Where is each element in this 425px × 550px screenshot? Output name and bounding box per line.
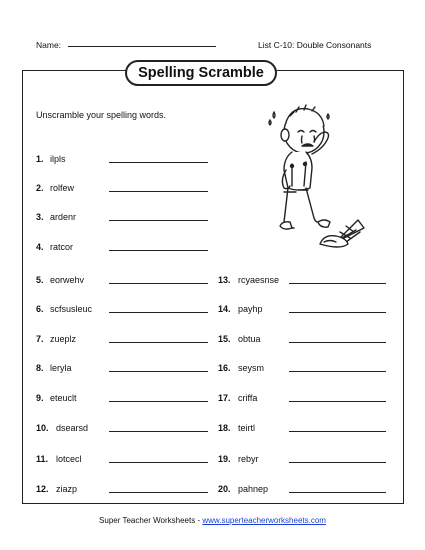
answer-line[interactable] (109, 371, 208, 372)
list-item (36, 242, 73, 252)
item-number: 19. (218, 454, 231, 464)
answer-line[interactable] (109, 401, 208, 402)
list-item (36, 154, 66, 164)
answer-line[interactable] (109, 431, 208, 432)
list-item (218, 393, 257, 403)
item-number: 13. (218, 275, 231, 285)
item-number: 12. (36, 484, 49, 494)
scrambled-word: lotcecl (56, 454, 82, 464)
item-number: 17. (218, 393, 231, 403)
item-number: 15. (218, 334, 231, 344)
item-number: 18. (218, 423, 231, 433)
answer-line[interactable] (289, 342, 386, 343)
item-number: 2. (36, 183, 44, 193)
name-field[interactable] (68, 46, 216, 47)
list-label: List C-10: Double Consonants (258, 40, 372, 50)
list-item (36, 363, 72, 373)
footer-text: Super Teacher Worksheets - (99, 516, 203, 525)
list-item (36, 454, 82, 464)
item-number: 1. (36, 154, 44, 164)
list-item (36, 393, 77, 403)
item-number: 9. (36, 393, 44, 403)
list-item (36, 183, 74, 193)
answer-line[interactable] (109, 462, 208, 463)
scrambled-word: teirtl (238, 423, 256, 433)
scrambled-word: ardenr (50, 212, 77, 222)
scrambled-word: rebyr (238, 454, 259, 464)
scrambled-word: rolfew (50, 183, 75, 193)
scrambled-word: ziazp (56, 484, 78, 494)
item-number: 14. (218, 304, 231, 314)
answer-line[interactable] (109, 162, 208, 163)
item-number: 6. (36, 304, 44, 314)
answer-line[interactable] (289, 431, 386, 432)
list-item (218, 334, 261, 344)
footer (0, 516, 425, 525)
item-number: 5. (36, 275, 44, 285)
item-number: 4. (36, 242, 44, 252)
list-item (218, 304, 263, 314)
item-number: 7. (36, 334, 44, 344)
item-number: 10. (36, 423, 49, 433)
answer-line[interactable] (109, 250, 208, 251)
answer-line[interactable] (289, 401, 386, 402)
answer-line[interactable] (109, 312, 208, 313)
scrambled-word: leryla (50, 363, 72, 373)
answer-line[interactable] (289, 462, 386, 463)
list-item (218, 423, 255, 433)
list-item (218, 454, 259, 464)
page-title: Spelling Scramble (125, 60, 277, 86)
scrambled-word: ratcor (50, 242, 74, 252)
boy-dropped-ice-cream-icon (262, 92, 370, 252)
item-number: 11. (36, 454, 49, 464)
list-item (218, 484, 268, 494)
scrambled-word: payhp (238, 304, 263, 314)
instructions: Unscramble your spelling words. (36, 110, 167, 120)
answer-line[interactable] (289, 283, 386, 284)
scrambled-word: criffa (238, 393, 258, 403)
scrambled-word: pahnep (238, 484, 269, 494)
answer-line[interactable] (109, 220, 208, 221)
list-item (36, 304, 92, 314)
item-number: 8. (36, 363, 44, 373)
scrambled-word: ilpls (50, 154, 66, 164)
item-number: 16. (218, 363, 231, 373)
list-item (36, 334, 76, 344)
footer-link[interactable]: www.superteacherworksheets.com (202, 516, 326, 525)
answer-line[interactable] (109, 492, 208, 493)
item-number: 20. (218, 484, 231, 494)
answer-line[interactable] (109, 191, 208, 192)
answer-line[interactable] (289, 371, 386, 372)
scrambled-word: obtua (238, 334, 261, 344)
scrambled-word: scfsusleuc (50, 304, 93, 314)
scrambled-word: eorwehv (50, 275, 85, 285)
list-item (36, 484, 77, 494)
scrambled-word: dsearsd (56, 423, 89, 433)
list-item (36, 275, 84, 285)
answer-line[interactable] (289, 492, 386, 493)
answer-line[interactable] (109, 283, 208, 284)
answer-line[interactable] (109, 342, 208, 343)
list-item (36, 212, 76, 222)
list-item (218, 275, 279, 285)
name-label: Name: (36, 40, 62, 50)
list-item (36, 423, 88, 433)
scrambled-word: zueplz (50, 334, 77, 344)
scrambled-word: eteuclt (50, 393, 77, 403)
item-number: 3. (36, 212, 44, 222)
answer-line[interactable] (289, 312, 386, 313)
scrambled-word: seysm (238, 363, 265, 373)
scrambled-word: rcyaesnse (238, 275, 280, 285)
list-item (218, 363, 264, 373)
